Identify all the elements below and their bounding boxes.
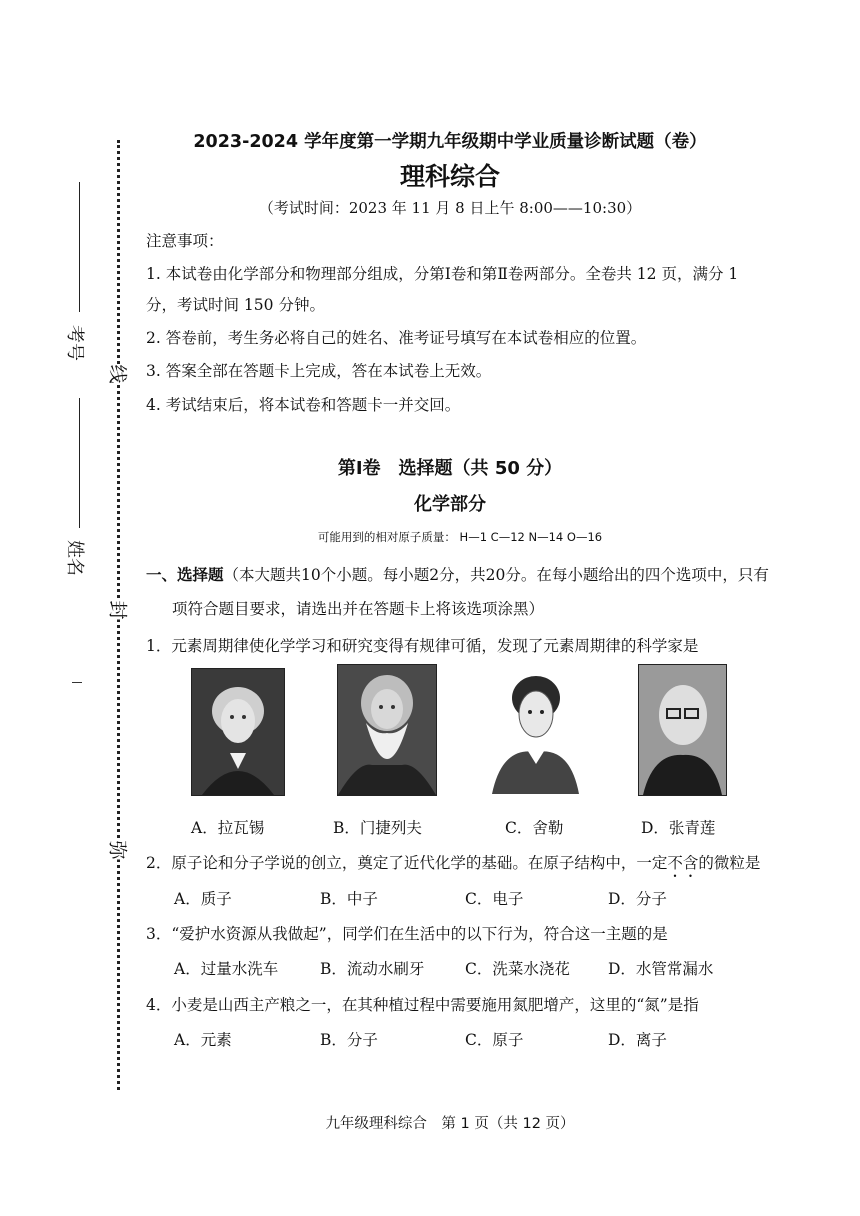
exam-title: 2023-2024 学年度第一学期九年级期中学业质量诊断试题（卷）: [193, 132, 707, 152]
page-footer: 九年级理科综合 第 1 页（共 12 页）: [325, 1116, 575, 1132]
subject-title: 理科综合: [399, 162, 500, 191]
question-2-emphasis: 不含: [667, 854, 699, 872]
seal-char-close: 弥: [104, 840, 132, 859]
question-4-option-d: D．离子: [608, 1031, 667, 1049]
atomic-masses: 可能用到的相对原子质量： H—1 C—12 N—14 O—16: [317, 530, 603, 544]
notice-heading: 注意事项：: [146, 232, 224, 250]
mcq-header-line1: [146, 563, 769, 585]
exam-no-label: 考号: [64, 325, 85, 361]
question-3-stem: 3．“爱护水资源从我做起”，同学们在生活中的以下行为，符合这一主题的是: [146, 925, 668, 943]
question-2-option-c: C．电子: [465, 890, 524, 908]
question-1-stem: 1．元素周期律使化学学习和研究变得有规律可循，发现了元素周期律的科学家是: [146, 637, 699, 655]
part-title: 化学部分: [414, 494, 486, 515]
question-1-option-b: B．门捷列夫: [333, 819, 422, 837]
margin-tick: [72, 682, 82, 683]
notice-item-2: 2. 答卷前，考生务必将自己的姓名、准考证号填写在本试卷相应的位置。: [146, 329, 647, 347]
seal-char-seal: 封: [104, 600, 132, 619]
question-4-stem: 4．小麦是山西主产粮之一，在其种植过程中需要施用氮肥增产，这里的“氮”是指: [146, 996, 699, 1014]
question-2-option-d: D．分子: [608, 890, 667, 908]
name-label: 姓名: [64, 540, 85, 576]
mcq-label: 一、选择题: [146, 565, 224, 584]
question-1-option-d: D．张青莲: [641, 819, 716, 837]
question-2-option-b: B．中子: [320, 890, 378, 908]
question-2-stem: [146, 851, 760, 881]
seal-char-line: 线: [104, 364, 132, 383]
question-4-option-c: C．原子: [465, 1031, 524, 1049]
question-2-option-a: A．质子: [174, 890, 232, 908]
question-4-option-b: B．分子: [320, 1031, 378, 1049]
notice-item-3: 3. 答案全部在答题卡上完成，答在本试卷上无效。: [146, 362, 492, 380]
question-3-option-a: A．过量水洗车: [174, 960, 279, 978]
question-2-stem-post: 的微粒是: [698, 854, 761, 872]
question-1-option-a: A．拉瓦锡: [191, 819, 265, 837]
question-3-option-c: C．洗菜水浇花: [465, 960, 570, 978]
portrait-zhang-qinglian-image: [638, 664, 727, 796]
volume-title: 第Ⅰ卷 选择题（共 50 分）: [337, 458, 563, 479]
question-3-option-b: B．流动水刷牙: [320, 960, 425, 978]
notice-item-4: 4. 考试结束后，将本试卷和答题卡一并交回。: [146, 396, 461, 414]
mcq-desc-2: 项符合题目要求，请选出并在答题卡上将该选项涂黑）: [172, 600, 545, 618]
exam-time: （考试时间：2023 年 11 月 8 日上午 8:00——10:30）: [258, 199, 642, 217]
notice-item-1: 1. 本试卷由化学部分和物理部分组成，分第Ⅰ卷和第Ⅱ卷两部分。全卷共 12 页，满分 1: [146, 265, 739, 283]
question-3-option-d: D．水管常漏水: [608, 960, 714, 978]
portrait-lavoisier-image: [191, 668, 285, 796]
mcq-desc-1: （本大题共10个小题。每小题2分，共20分。在每小题给出的四个选项中，只有: [223, 566, 769, 584]
notice-item-1-cont: 分，考试时间 150 分钟。: [146, 296, 325, 314]
question-1-option-c: C．舍勒: [505, 819, 564, 837]
question-2-stem-pre: 2．原子论和分子学说的创立，奠定了近代化学的基础。在原子结构中，一定: [146, 854, 668, 872]
portrait-scheele-image: [488, 668, 583, 794]
question-4-option-a: A．元素: [174, 1031, 232, 1049]
portrait-mendeleev-image: [337, 664, 437, 796]
